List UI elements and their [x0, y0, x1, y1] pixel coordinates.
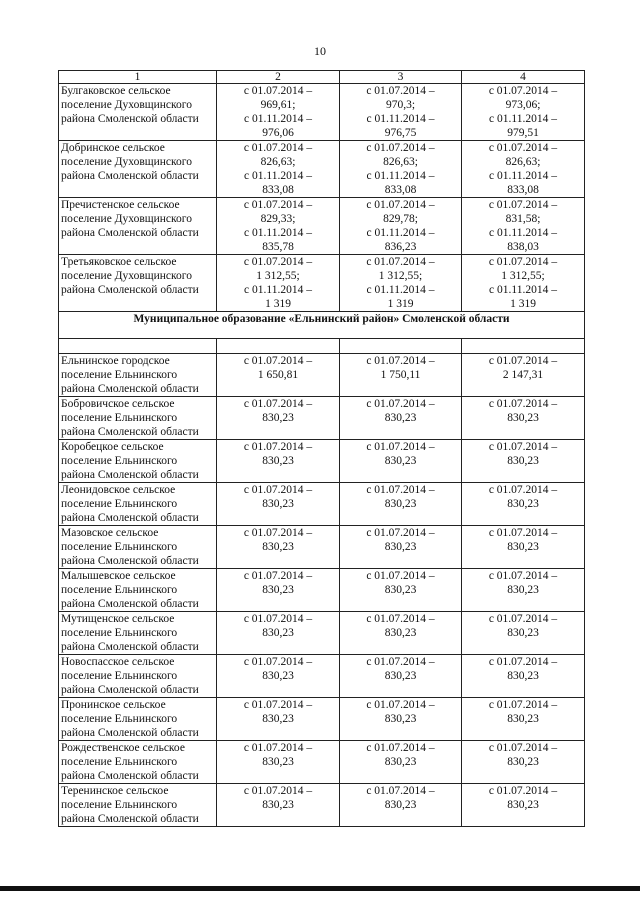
settlement-name-line: поселение Ельнинского: [61, 756, 178, 768]
settlement-name-line: района Смоленской области: [61, 770, 199, 782]
tariff-line: с 01.07.2014 –: [488, 570, 558, 582]
tariff-line: с 01.07.2014 –: [243, 570, 313, 582]
table-row: [59, 397, 585, 440]
settlement-name-cell: [59, 526, 217, 569]
tariff-line: с 01.07.2014 –: [366, 398, 435, 410]
tariff-line: 970,3;: [385, 99, 416, 111]
section-row: [59, 312, 585, 339]
settlement-name-line: района Смоленской области: [61, 227, 199, 239]
settlement-name-cell: [59, 569, 217, 612]
tariff-cell: [462, 698, 585, 741]
tariff-line: с 01.07.2014 –: [366, 355, 435, 367]
tariff-line: с 01.07.2014 –: [243, 785, 313, 797]
settlement-name-line: Леонидовское сельское: [61, 484, 176, 496]
tariff-cell: [340, 569, 462, 612]
tariff-cell: [217, 569, 340, 612]
settlement-name-line: поселение Ельнинского: [61, 541, 178, 553]
tariff-line: 831,58;: [505, 213, 541, 225]
tariff-cell: [217, 483, 340, 526]
page-bottom-rule: [0, 886, 640, 891]
section-title: Муниципальное образование «Ельнинский район» Смоленской области: [59, 312, 585, 339]
tariff-cell: [217, 141, 340, 198]
settlement-name-cell: [59, 741, 217, 784]
tariff-cell: [340, 397, 462, 440]
tariff-line: 1 319: [265, 298, 291, 310]
table-row: [59, 612, 585, 655]
tariff-cell: [462, 655, 585, 698]
tariff-cell: [217, 784, 340, 827]
tariff-line: с 01.07.2014 –: [488, 355, 558, 367]
tariff-line: с 01.07.2014 –: [488, 742, 558, 754]
tariff-line: с 01.11.2014 –: [366, 113, 435, 125]
tariff-line: с 01.07.2014 –: [366, 85, 435, 97]
tariff-cell: [217, 741, 340, 784]
tariff-line: 830,23: [507, 412, 539, 424]
tariff-line: 1 312,55;: [256, 270, 300, 282]
tariff-cell: [462, 397, 585, 440]
tariff-line: с 01.07.2014 –: [243, 398, 313, 410]
tariff-line: 830,23: [507, 498, 539, 510]
settlement-name-cell: [59, 397, 217, 440]
settlement-name-cell: [59, 84, 217, 141]
tariff-line: 829,33;: [260, 213, 296, 225]
tariff-cell: [462, 526, 585, 569]
tariff-cell: [462, 569, 585, 612]
tariff-cell: [462, 141, 585, 198]
page-number: 10: [314, 44, 326, 58]
tariff-line: с 01.11.2014 –: [489, 113, 557, 125]
settlement-name-cell: [59, 483, 217, 526]
tariff-cell: [462, 741, 585, 784]
tariff-line: 1 650,81: [257, 369, 299, 381]
tariff-line: 969,61;: [260, 99, 296, 111]
tariff-line: 830,23: [262, 799, 294, 811]
table-row: [59, 141, 585, 198]
table-row: [59, 255, 585, 312]
tariff-line: 830,23: [384, 670, 417, 682]
tariff-line: 830,23: [262, 455, 294, 467]
settlement-name-cell: [59, 612, 217, 655]
settlement-name-line: Малышевское сельское: [61, 570, 176, 582]
empty-cell: [217, 339, 340, 354]
settlement-name-line: района Смоленской области: [61, 113, 199, 125]
tariff-line: с 01.11.2014 –: [489, 284, 557, 296]
tariff-line: с 01.07.2014 –: [243, 256, 313, 268]
settlement-name-cell: [59, 440, 217, 483]
tariff-cell: [462, 440, 585, 483]
tariff-cell: [462, 612, 585, 655]
settlement-name-line: поселение Ельнинского: [61, 498, 178, 510]
tariff-line: 976,75: [384, 127, 417, 139]
settlement-name-cell: [59, 698, 217, 741]
tariff-line: с 01.11.2014 –: [489, 170, 557, 182]
tariff-line: 976,06: [262, 127, 294, 139]
tariff-line: с 01.07.2014 –: [243, 441, 313, 453]
tariff-cell: [462, 354, 585, 397]
tariff-line: с 01.07.2014 –: [243, 527, 313, 539]
settlement-name-line: Коробецкое сельское: [61, 441, 164, 453]
tariff-line: 830,23: [384, 412, 417, 424]
tariff-line: 830,23: [507, 670, 539, 682]
tariff-cell: [217, 354, 340, 397]
tariff-line: 830,23: [262, 412, 294, 424]
spacer-row: [59, 339, 585, 354]
tariff-line: с 01.11.2014 –: [244, 284, 312, 296]
settlement-name-line: района Смоленской области: [61, 512, 199, 524]
settlement-name-line: поселение Ельнинского: [61, 799, 178, 811]
column-header: 3: [340, 71, 462, 84]
tariff-line: 830,23: [262, 541, 294, 553]
settlement-name-cell: [59, 255, 217, 312]
tariff-cell: [340, 784, 462, 827]
settlement-name-line: района Смоленской области: [61, 284, 199, 296]
table-row: [59, 198, 585, 255]
tariff-line: с 01.07.2014 –: [488, 142, 558, 154]
tariff-cell: [340, 440, 462, 483]
tariff-line: 838,03: [507, 241, 539, 253]
tariff-line: 979,51: [507, 127, 539, 139]
tariff-line: с 01.07.2014 –: [488, 484, 558, 496]
tariff-cell: [340, 84, 462, 141]
tariff-line: 830,23: [507, 756, 539, 768]
tariff-line: 835,78: [262, 241, 294, 253]
tariff-line: с 01.07.2014 –: [488, 527, 558, 539]
tariff-line: с 01.07.2014 –: [366, 742, 435, 754]
settlement-name-line: Третьяковское сельское: [61, 256, 177, 268]
tariff-line: с 01.07.2014 –: [488, 85, 558, 97]
tariff-line: 830,23: [262, 756, 294, 768]
tariff-line: 830,23: [507, 541, 539, 553]
tariff-line: 830,23: [507, 713, 539, 725]
tariff-cell: [217, 526, 340, 569]
tariff-line: 1 312,55;: [501, 270, 545, 282]
tariff-line: с 01.07.2014 –: [488, 785, 558, 797]
settlement-name-line: района Смоленской области: [61, 383, 199, 395]
tariff-cell: [340, 255, 462, 312]
tariff-line: 1 312,55;: [378, 270, 423, 282]
settlement-name-line: поселение Духовщинского: [61, 213, 192, 225]
tariff-cell: [217, 698, 340, 741]
tariff-line: с 01.07.2014 –: [366, 256, 435, 268]
settlement-name-line: поселение Ельнинского: [61, 412, 178, 424]
tariff-cell: [340, 526, 462, 569]
table-row: [59, 354, 585, 397]
tariff-cell: [217, 397, 340, 440]
empty-cell: [340, 339, 462, 354]
tariff-line: 830,23: [262, 713, 294, 725]
empty-cell: [462, 339, 585, 354]
table-row: [59, 655, 585, 698]
tariff-cell: [462, 84, 585, 141]
settlement-name-line: района Смоленской области: [61, 426, 199, 438]
tariff-line: 826,63;: [505, 156, 541, 168]
tariff-line: 830,23: [384, 455, 417, 467]
tariff-line: с 01.07.2014 –: [366, 785, 435, 797]
tariff-line: 826,63;: [383, 156, 418, 168]
tariff-line: 830,23: [262, 670, 294, 682]
tariff-table: [58, 70, 585, 827]
tariff-line: 830,23: [507, 455, 539, 467]
tariff-line: с 01.07.2014 –: [243, 742, 313, 754]
settlement-name-line: поселение Духовщинского: [61, 270, 192, 282]
tariff-line: 829,78;: [383, 213, 418, 225]
tariff-line: с 01.11.2014 –: [366, 284, 435, 296]
tariff-line: с 01.07.2014 –: [243, 613, 313, 625]
tariff-line: 973,06;: [505, 99, 541, 111]
table-row: [59, 784, 585, 827]
tariff-line: с 01.07.2014 –: [243, 355, 313, 367]
tariff-cell: [340, 483, 462, 526]
tariff-line: 833,08: [384, 184, 417, 196]
column-header: 4: [462, 71, 585, 84]
settlement-name-line: района Смоленской области: [61, 598, 199, 610]
settlement-name-cell: [59, 655, 217, 698]
column-header: 1: [59, 71, 217, 84]
settlement-name-line: поселение Ельнинского: [61, 369, 178, 381]
tariff-line: 836,23: [384, 241, 417, 253]
tariff-line: с 01.07.2014 –: [488, 256, 558, 268]
table-header-row: [59, 71, 585, 84]
settlement-name-line: района Смоленской области: [61, 684, 199, 696]
settlement-name-cell: [59, 784, 217, 827]
tariff-line: с 01.07.2014 –: [243, 199, 313, 211]
settlement-name-line: поселение Духовщинского: [61, 156, 192, 168]
settlement-name-cell: [59, 141, 217, 198]
settlement-name-line: поселение Ельнинского: [61, 627, 178, 639]
tariff-line: 1 319: [510, 298, 536, 310]
tariff-line: 2 147,31: [502, 369, 544, 381]
table-row: [59, 526, 585, 569]
tariff-cell: [462, 255, 585, 312]
tariff-line: 830,23: [384, 756, 417, 768]
tariff-line: 830,23: [507, 584, 539, 596]
settlement-name-cell: [59, 198, 217, 255]
tariff-line: с 01.07.2014 –: [243, 484, 313, 496]
tariff-line: с 01.07.2014 –: [366, 699, 435, 711]
tariff-line: с 01.07.2014 –: [366, 441, 435, 453]
tariff-cell: [340, 354, 462, 397]
tariff-line: с 01.07.2014 –: [243, 699, 313, 711]
tariff-cell: [340, 655, 462, 698]
settlement-name-line: района Смоленской области: [61, 727, 199, 739]
tariff-line: 830,23: [507, 627, 539, 639]
tariff-cell: [340, 698, 462, 741]
settlement-name-line: Ельнинское городское: [61, 355, 170, 367]
settlement-name-line: района Смоленской области: [61, 469, 199, 481]
settlement-name-line: поселение Ельнинского: [61, 713, 178, 725]
tariff-line: 830,23: [384, 627, 417, 639]
settlement-name-line: района Смоленской области: [61, 170, 199, 182]
tariff-line: 830,23: [507, 799, 539, 811]
tariff-cell: [217, 198, 340, 255]
tariff-line: с 01.07.2014 –: [366, 613, 435, 625]
tariff-cell: [217, 84, 340, 141]
tariff-line: с 01.07.2014 –: [366, 199, 435, 211]
tariff-line: 830,23: [384, 541, 417, 553]
settlement-name-line: района Смоленской области: [61, 555, 199, 567]
tariff-line: с 01.07.2014 –: [243, 85, 313, 97]
tariff-line: с 01.07.2014 –: [366, 527, 435, 539]
tariff-line: 1 750,11: [380, 369, 421, 381]
tariff-cell: [462, 784, 585, 827]
tariff-line: 830,23: [262, 498, 294, 510]
tariff-line: 830,23: [262, 627, 294, 639]
tariff-line: с 01.07.2014 –: [243, 656, 313, 668]
table-row: [59, 483, 585, 526]
tariff-line: с 01.11.2014 –: [244, 113, 312, 125]
tariff-line: 833,08: [262, 184, 294, 196]
tariff-line: 830,23: [262, 584, 294, 596]
settlement-name-line: Рождественское сельское: [61, 742, 185, 754]
settlement-name-line: Пронинское сельское: [61, 699, 166, 711]
table-row: [59, 569, 585, 612]
tariff-cell: [340, 612, 462, 655]
empty-cell: [59, 339, 217, 354]
column-header: 2: [217, 71, 340, 84]
settlement-name-line: Пречистенское сельское: [61, 199, 180, 211]
settlement-name-line: района Смоленской области: [61, 641, 199, 653]
tariff-cell: [462, 198, 585, 255]
settlement-name-line: поселение Духовщинского: [61, 99, 192, 111]
tariff-cell: [217, 440, 340, 483]
settlement-name-line: Мазовское сельское: [61, 527, 159, 539]
tariff-line: 833,08: [507, 184, 539, 196]
settlement-name-line: Бобровичское сельское: [61, 398, 175, 410]
table-row: [59, 440, 585, 483]
tariff-cell: [462, 483, 585, 526]
tariff-line: с 01.07.2014 –: [488, 699, 558, 711]
tariff-cell: [217, 255, 340, 312]
tariff-line: с 01.07.2014 –: [366, 484, 435, 496]
settlement-name-cell: [59, 354, 217, 397]
tariff-line: с 01.11.2014 –: [244, 227, 312, 239]
tariff-line: 830,23: [384, 713, 417, 725]
tariff-line: с 01.07.2014 –: [488, 398, 558, 410]
tariff-line: 830,23: [384, 498, 417, 510]
table-row: [59, 84, 585, 141]
tariff-line: с 01.07.2014 –: [488, 656, 558, 668]
tariff-cell: [340, 741, 462, 784]
tariff-line: с 01.07.2014 –: [366, 570, 435, 582]
settlement-name-line: района Смоленской области: [61, 813, 199, 825]
tariff-cell: [217, 655, 340, 698]
tariff-cell: [217, 612, 340, 655]
settlement-name-line: поселение Ельнинского: [61, 584, 178, 596]
table-row: [59, 741, 585, 784]
tariff-line: с 01.07.2014 –: [488, 199, 558, 211]
settlement-name-line: Добринское сельское: [61, 142, 165, 154]
settlement-name-line: Мутищенское сельское: [61, 613, 175, 625]
tariff-line: с 01.07.2014 –: [366, 656, 435, 668]
settlement-name-line: поселение Ельнинского: [61, 455, 178, 467]
tariff-line: 830,23: [384, 799, 417, 811]
tariff-cell: [340, 141, 462, 198]
tariff-cell: [340, 198, 462, 255]
tariff-line: с 01.07.2014 –: [488, 613, 558, 625]
tariff-line: 830,23: [384, 584, 417, 596]
tariff-line: с 01.07.2014 –: [488, 441, 558, 453]
tariff-line: 1 319: [387, 298, 414, 310]
settlement-name-line: Булгаковское сельское: [61, 85, 171, 97]
settlement-name-line: Новоспасское сельское: [61, 656, 175, 668]
tariff-line: с 01.11.2014 –: [244, 170, 312, 182]
tariff-line: с 01.07.2014 –: [243, 142, 313, 154]
settlement-name-line: поселение Ельнинского: [61, 670, 178, 682]
tariff-line: с 01.11.2014 –: [489, 227, 557, 239]
settlement-name-line: Теренинское сельское: [61, 785, 169, 797]
tariff-line: с 01.11.2014 –: [366, 227, 435, 239]
tariff-line: с 01.11.2014 –: [366, 170, 435, 182]
tariff-line: с 01.07.2014 –: [366, 142, 435, 154]
table-row: [59, 698, 585, 741]
tariff-line: 826,63;: [260, 156, 296, 168]
